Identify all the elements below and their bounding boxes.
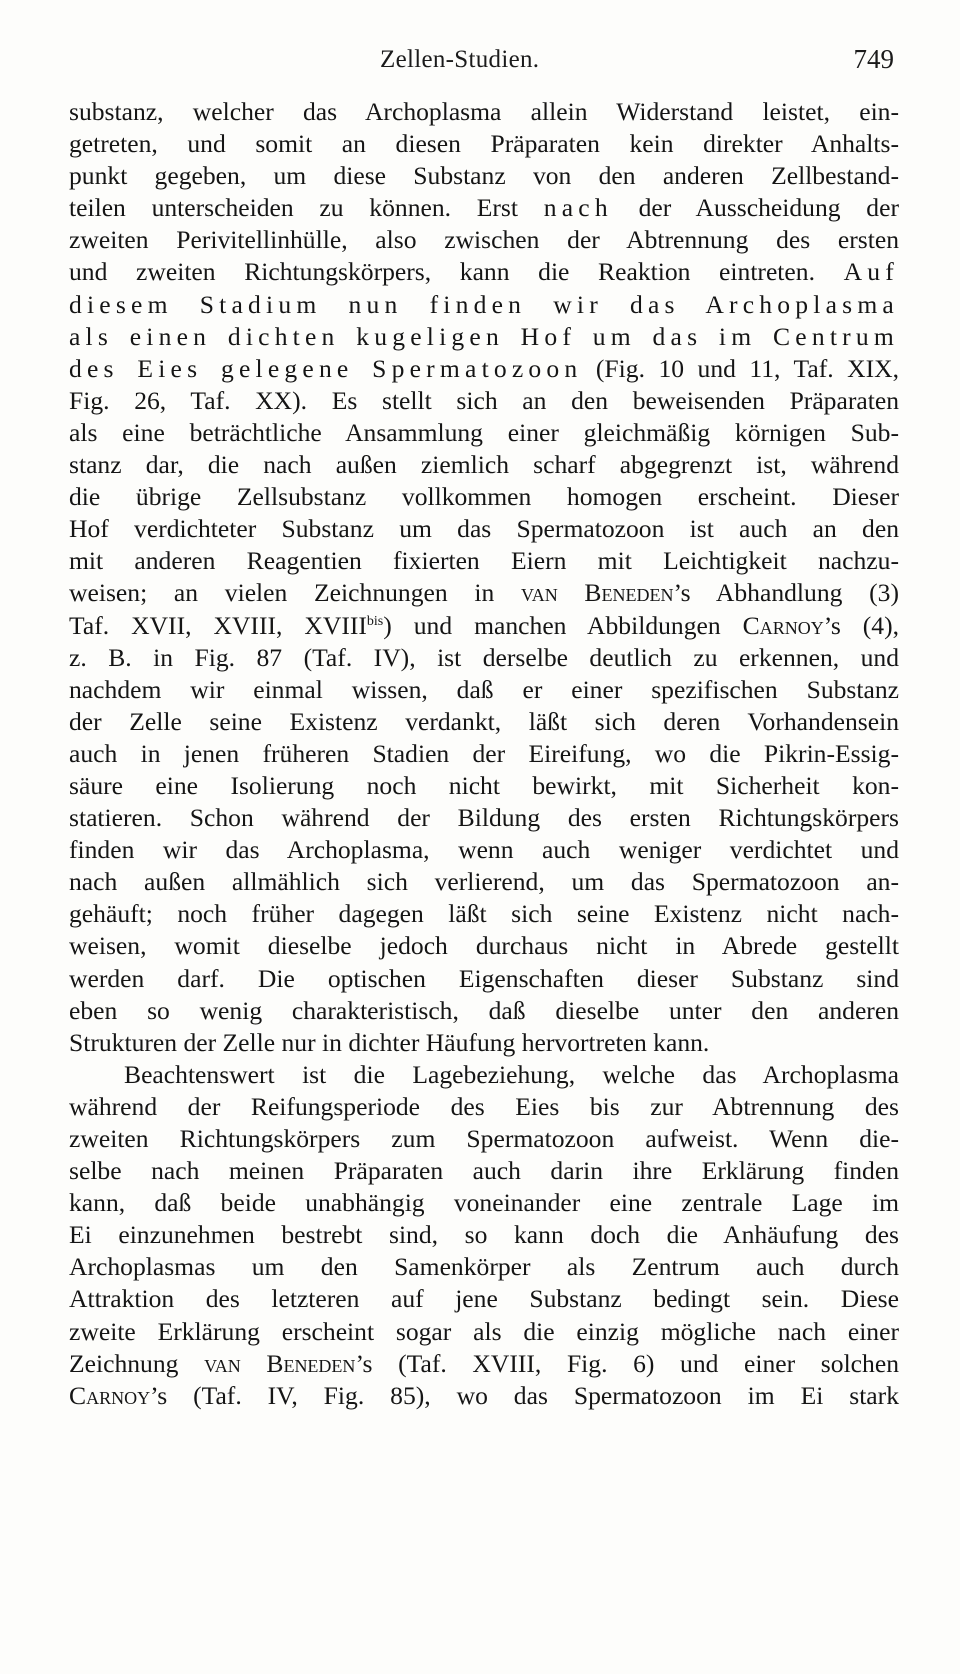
text-line: als eine beträchtliche Ansammlung einer gleichmäßig körnigen Sub- <box>69 417 899 447</box>
text-line: zweite Erklärung erscheint sogar als die einzig mögliche nach einer <box>69 1316 899 1346</box>
text-line: auch in jenen früheren Stadien der Eireifung, wo die Pikrin-Essig- <box>69 738 899 768</box>
text-line: weisen, womit dieselbe jedoch durchaus nicht in Abrede gestellt <box>69 931 899 961</box>
text-line: gehäuft; noch früher dagegen läßt sich seine Existenz nicht nach- <box>69 899 899 929</box>
text-line: Ei einzunehmen bestrebt sind, so kann doch die Anhäufung des <box>69 1220 899 1250</box>
text-run: ’s Abhandlung (3) <box>673 578 899 608</box>
text-line: statieren. Schon während der Bildung des ersten Richtungskörpers <box>69 803 899 833</box>
text-line: die übrige Zellsubstanz vollkommen homogen erscheint. Dieser <box>69 482 899 512</box>
superscript: bis <box>366 613 384 629</box>
page-header <box>0 42 960 82</box>
text-line: zweiten Richtungskörpers zum Spermatozoon aufweist. Wenn die- <box>69 1124 899 1153</box>
text-run: teilen unterscheiden zu können. Erst <box>69 193 544 223</box>
text-line <box>69 610 899 642</box>
text-line: während der Reifungsperiode des Eies bis zur Abtrennung des <box>69 1091 899 1121</box>
text-line <box>69 353 899 385</box>
text-run: weisen; an vielen Zeichnungen in <box>69 578 522 608</box>
page-number: 749 <box>853 44 894 74</box>
text-line: kann, daß beide unabhängig voneinander eine zentrale Lage im <box>69 1188 899 1218</box>
text-line <box>69 192 899 224</box>
text-run: ) und manchen Abbildungen <box>383 610 743 640</box>
spaced-emphasis: nach <box>543 193 613 223</box>
text-run: ’s (Taf. IV, Fig. 85), wo das Spermatozoon im Ei stark <box>150 1380 899 1410</box>
text-line: finden wir das Archoplasma, wenn auch weniger verdichtet und <box>69 835 899 865</box>
text-run: (Fig. 10 und 11, Taf. XIX, <box>582 353 899 383</box>
text-line: Strukturen der Zelle nur in dichter Häufung hervortreten kann. <box>69 1027 710 1057</box>
text-line: säure eine Isolierung noch nicht bewirkt, mit Sicherheit kon- <box>69 770 899 800</box>
text-line: substanz, welcher das Archoplasma allein Widerstand leistet, ein- <box>69 97 899 126</box>
text-line: nach außen allmählich sich verlierend, um das Spermatozoon an- <box>69 867 899 897</box>
text-line: mit anderen Reagentien fixierten Eiern mit Leichtigkeit nachzu- <box>69 546 899 576</box>
text-run: der Ausscheidung der <box>612 193 899 223</box>
text-line <box>69 1348 899 1380</box>
author-name: Carnoy <box>742 610 824 640</box>
text-line: stanz dar, die nach außen ziemlich scharf abgegrenzt ist, während <box>69 450 899 480</box>
running-title: Zellen-Studien. <box>380 46 540 73</box>
author-name: van Beneden <box>521 578 674 608</box>
text-run: und zweiten Richtungskörpers, kann die Reaktion eintreten. <box>69 257 844 287</box>
spaced-emphasis: Auf <box>843 257 899 287</box>
text-line: nachdem wir einmal wissen, daß er einer spezifischen Substanz <box>69 674 899 704</box>
text-line-spaced: diesem Stadium nun finden wir das Archoplasma <box>69 289 899 319</box>
text-line: Fig. 26, Taf. XX). Es stellt sich an den beweisenden Präparaten <box>69 385 899 415</box>
text-line: punkt gegeben, um diese Substanz von den anderen Zellbestand- <box>69 161 899 191</box>
text-run: Taf. XVII, XVIII, XVIII <box>69 610 367 640</box>
text-run: Zeichnung <box>69 1348 205 1378</box>
text-line: getreten, und somit an diesen Präparaten kein direkter Anhalts- <box>69 129 899 159</box>
author-name: Carnoy <box>69 1380 151 1410</box>
text-line <box>69 256 899 288</box>
text-run: ’s (4), <box>823 610 899 640</box>
text-line: eben so wenig charakteristisch, daß dieselbe unter den anderen <box>69 995 899 1025</box>
body-text <box>69 96 899 1412</box>
paragraph-first-line: Beachtenswert ist die Lagebeziehung, welche das Archoplasma <box>124 1059 899 1089</box>
text-line: Archoplasmas um den Samenkörper als Zentrum auch durch <box>69 1252 899 1282</box>
text-line: selbe nach meinen Präparaten auch darin ihre Erklärung finden <box>69 1156 899 1186</box>
text-line: zweiten Perivitellinhülle, also zwischen der Abtrennung des ersten <box>69 225 899 255</box>
text-line <box>69 577 899 609</box>
text-run: ’s (Taf. XVIII, Fig. 6) und einer solchen <box>355 1348 899 1378</box>
spaced-emphasis: des Eies gelegene Spermatozoon <box>69 353 583 383</box>
text-line: z. B. in Fig. 87 (Taf. IV), ist derselbe deutlich zu erkennen, und <box>69 642 899 672</box>
text-line: Attraktion des letzteren auf jene Substanz bedingt sein. Diese <box>69 1284 899 1314</box>
text-line <box>69 1380 899 1412</box>
text-line-spaced: als einen dichten kugeligen Hof um das im Centrum <box>69 321 899 351</box>
author-name: van Beneden <box>204 1348 356 1378</box>
text-line: Hof verdichteter Substanz um das Spermatozoon ist auch an den <box>69 514 899 544</box>
text-line: werden darf. Die optischen Eigenschaften dieser Substanz sind <box>69 963 899 993</box>
text-line: der Zelle seine Existenz verdankt, läßt sich deren Vorhandensein <box>69 706 899 736</box>
